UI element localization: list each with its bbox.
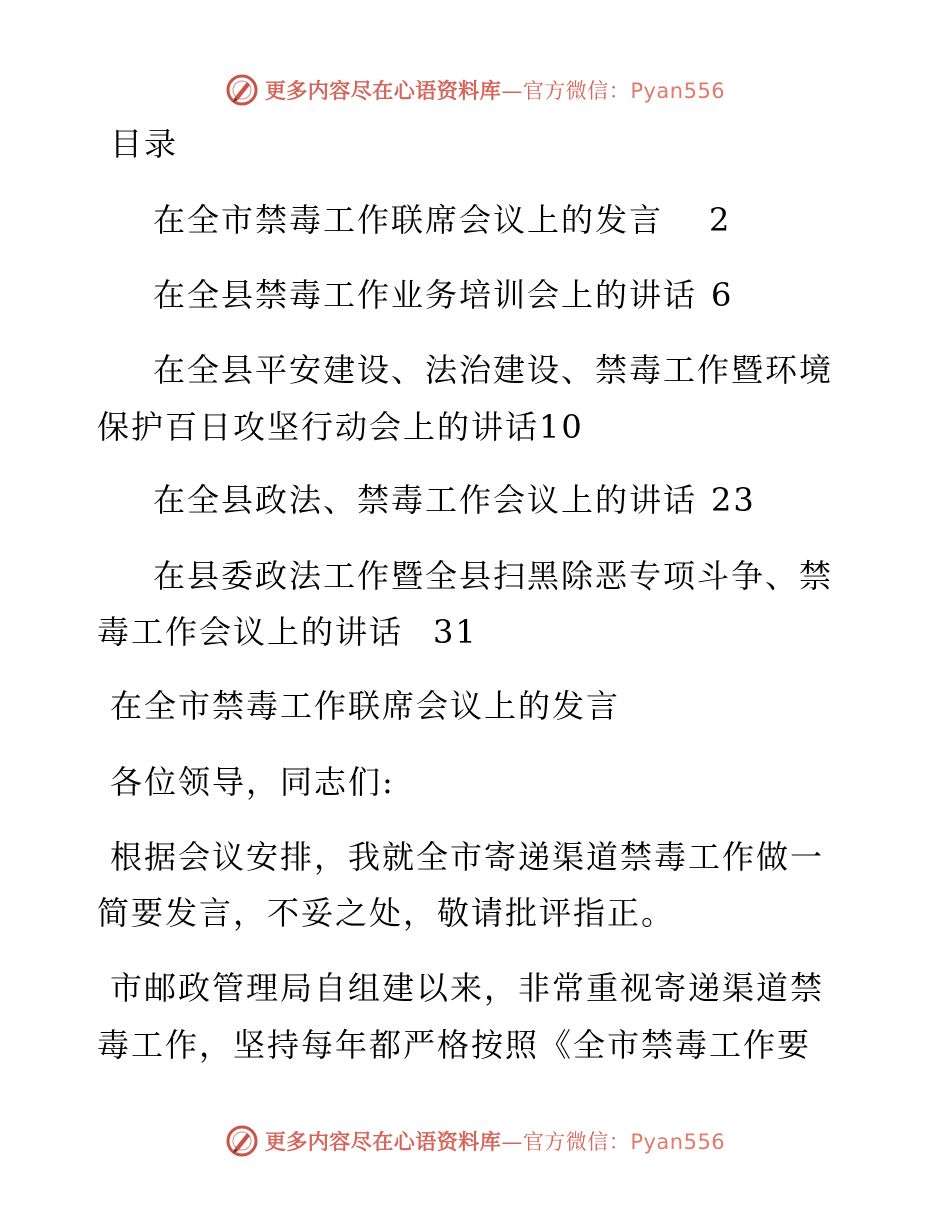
toc-item-title: 毒工作会议上的讲话 (97, 613, 404, 651)
toc-item (153, 480, 756, 520)
toc-item-page: 2 (709, 201, 732, 239)
banner-slogan: 更多内容尽在心语资料库 (264, 1130, 502, 1154)
toc-heading: 目录 (110, 125, 179, 163)
toc-item-title: 在全县政法、禁毒工作会议上的讲话 (153, 481, 698, 519)
toc-item-page: 23 (711, 481, 756, 519)
toc-item (153, 275, 733, 315)
paragraph-line: 市邮政管理局自组建以来，非常重视寄递渠道禁 (110, 969, 825, 1007)
pen-nib-seal-icon (225, 1124, 259, 1158)
banner-wechat-id: Pyan556 (630, 79, 726, 103)
toc-item (153, 200, 731, 240)
toc-item-title: 在全市禁毒工作联席会议上的发言 (153, 201, 664, 239)
banner-wechat-label: 官方微信： (522, 1130, 631, 1154)
paragraph-line: 根据会议安排，我就全市寄递渠道禁毒工作做一 (110, 838, 825, 876)
pen-nib-seal-icon (225, 73, 259, 107)
toc-item-line1: 在全县平安建设、法治建设、禁毒工作暨环境 (153, 351, 834, 389)
banner-dash: — (501, 79, 523, 103)
toc-item-page: 31 (433, 613, 478, 651)
toc-item-line2 (97, 612, 478, 652)
toc-item-page: 10 (539, 408, 584, 446)
banner-wechat-id: Pyan556 (630, 1130, 726, 1154)
toc-item-line2 (97, 407, 584, 447)
banner-slogan: 更多内容尽在心语资料库 (264, 79, 502, 103)
toc-item-line1: 在县委政法工作暨全县扫黑除恶专项斗争、禁 (153, 557, 834, 595)
toc-item-page: 6 (711, 276, 734, 314)
footer-watermark-banner (0, 1119, 950, 1163)
article-title: 在全市禁毒工作联席会议上的发言 (110, 687, 621, 725)
paragraph-line: 毒工作，坚持每年都严格按照《全市禁毒工作要 (97, 1026, 812, 1064)
banner-wechat-label: 官方微信： (522, 79, 631, 103)
banner-dash: — (501, 1130, 523, 1154)
toc-item-title: 在全县禁毒工作业务培训会上的讲话 (153, 276, 698, 314)
salutation: 各位领导，同志们: (110, 763, 395, 801)
paragraph-line: 简要发言，不妥之处，敬请批评指正。 (97, 894, 676, 932)
header-watermark-banner (0, 68, 950, 112)
toc-item-title: 保护百日攻坚行动会上的讲话 (97, 408, 540, 446)
